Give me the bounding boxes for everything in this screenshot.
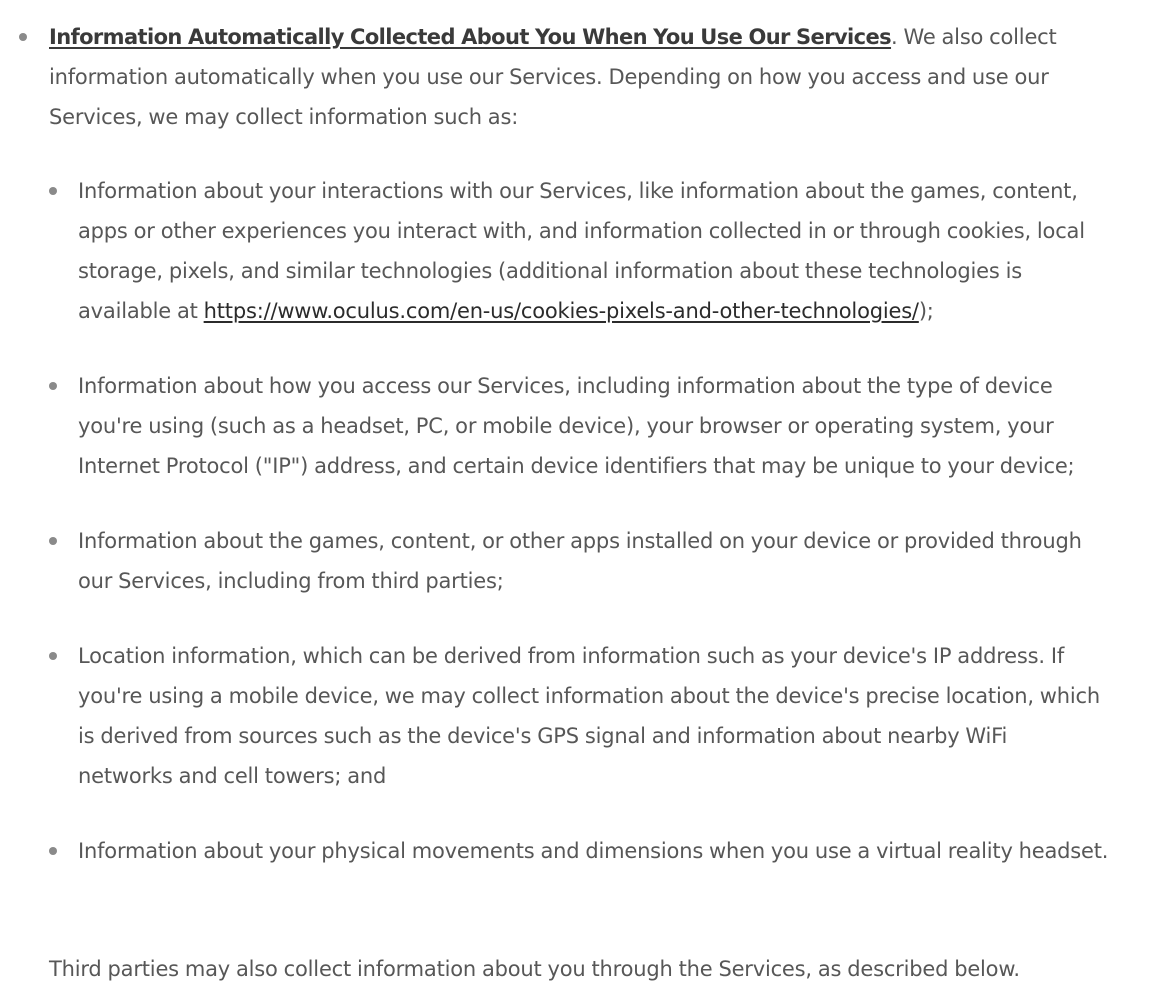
bullet-icon — [49, 847, 57, 855]
item-line: Information about your physical movements and dimensions when you use a virtual reality headset. — [78, 839, 1109, 863]
closing-paragraph: Third parties may also collect information about you through the Services, as described below. — [49, 957, 1020, 981]
intro-line-2: information automatically when you use our Services. Depending on how you access and use our — [49, 65, 1049, 89]
list-item-location — [49, 636, 1169, 796]
item-line: you're using a mobile device, we may collect information about the device's precise location, which — [78, 684, 1100, 708]
item-line-with-link — [78, 291, 1169, 331]
list-item-installed-apps — [49, 521, 1169, 601]
item-line: Information about your interactions with our Services, like information about the games, content, — [78, 179, 1078, 203]
item-line: Information about how you access our Services, including information about the type of device — [78, 374, 1053, 398]
item-line: storage, pixels, and similar technologies (additional information about these technologies is — [78, 259, 1022, 283]
bullet-icon — [49, 382, 57, 390]
bullet-icon — [49, 652, 57, 660]
intro-tail: . We also collect — [891, 25, 1057, 49]
list-item-movements — [49, 831, 1169, 871]
item-line: networks and cell towers; and — [78, 764, 387, 788]
item-line: you're using (such as a headset, PC, or mobile device), your browser or operating system, your — [78, 414, 1054, 438]
intro-line-3: Services, we may collect information such as: — [49, 105, 519, 129]
bullet-icon — [49, 187, 57, 195]
inner-list — [49, 171, 1169, 871]
bullet-icon — [19, 33, 27, 41]
item-line: apps or other experiences you interact with, and information collected in or through cookies, local — [78, 219, 1085, 243]
item-line-suffix: ); — [918, 299, 934, 323]
item-line: Internet Protocol ("IP") address, and certain device identifiers that may be unique to your device; — [78, 454, 1075, 478]
section-heading-link[interactable]: Information Automatically Collected About You When You Use Our Services — [49, 25, 892, 49]
intro-line-1 — [49, 17, 1169, 57]
list-item-interactions — [49, 171, 1169, 331]
cookies-technologies-link[interactable]: https://www.oculus.com/en-us/cookies-pixels-and-other-technologies/ — [203, 299, 919, 323]
item-line: is derived from sources such as the device's GPS signal and information about nearby WiFi — [78, 724, 1008, 748]
item-line-prefix: available at — [78, 299, 204, 323]
item-line: Location information, which can be derived from information such as your device's IP address. If — [78, 644, 1065, 668]
item-line: Information about the games, content, or other apps installed on your device or provided through — [78, 529, 1082, 553]
item-line: our Services, including from third parties; — [78, 569, 504, 593]
bullet-icon — [49, 537, 57, 545]
list-item-access — [49, 366, 1169, 486]
